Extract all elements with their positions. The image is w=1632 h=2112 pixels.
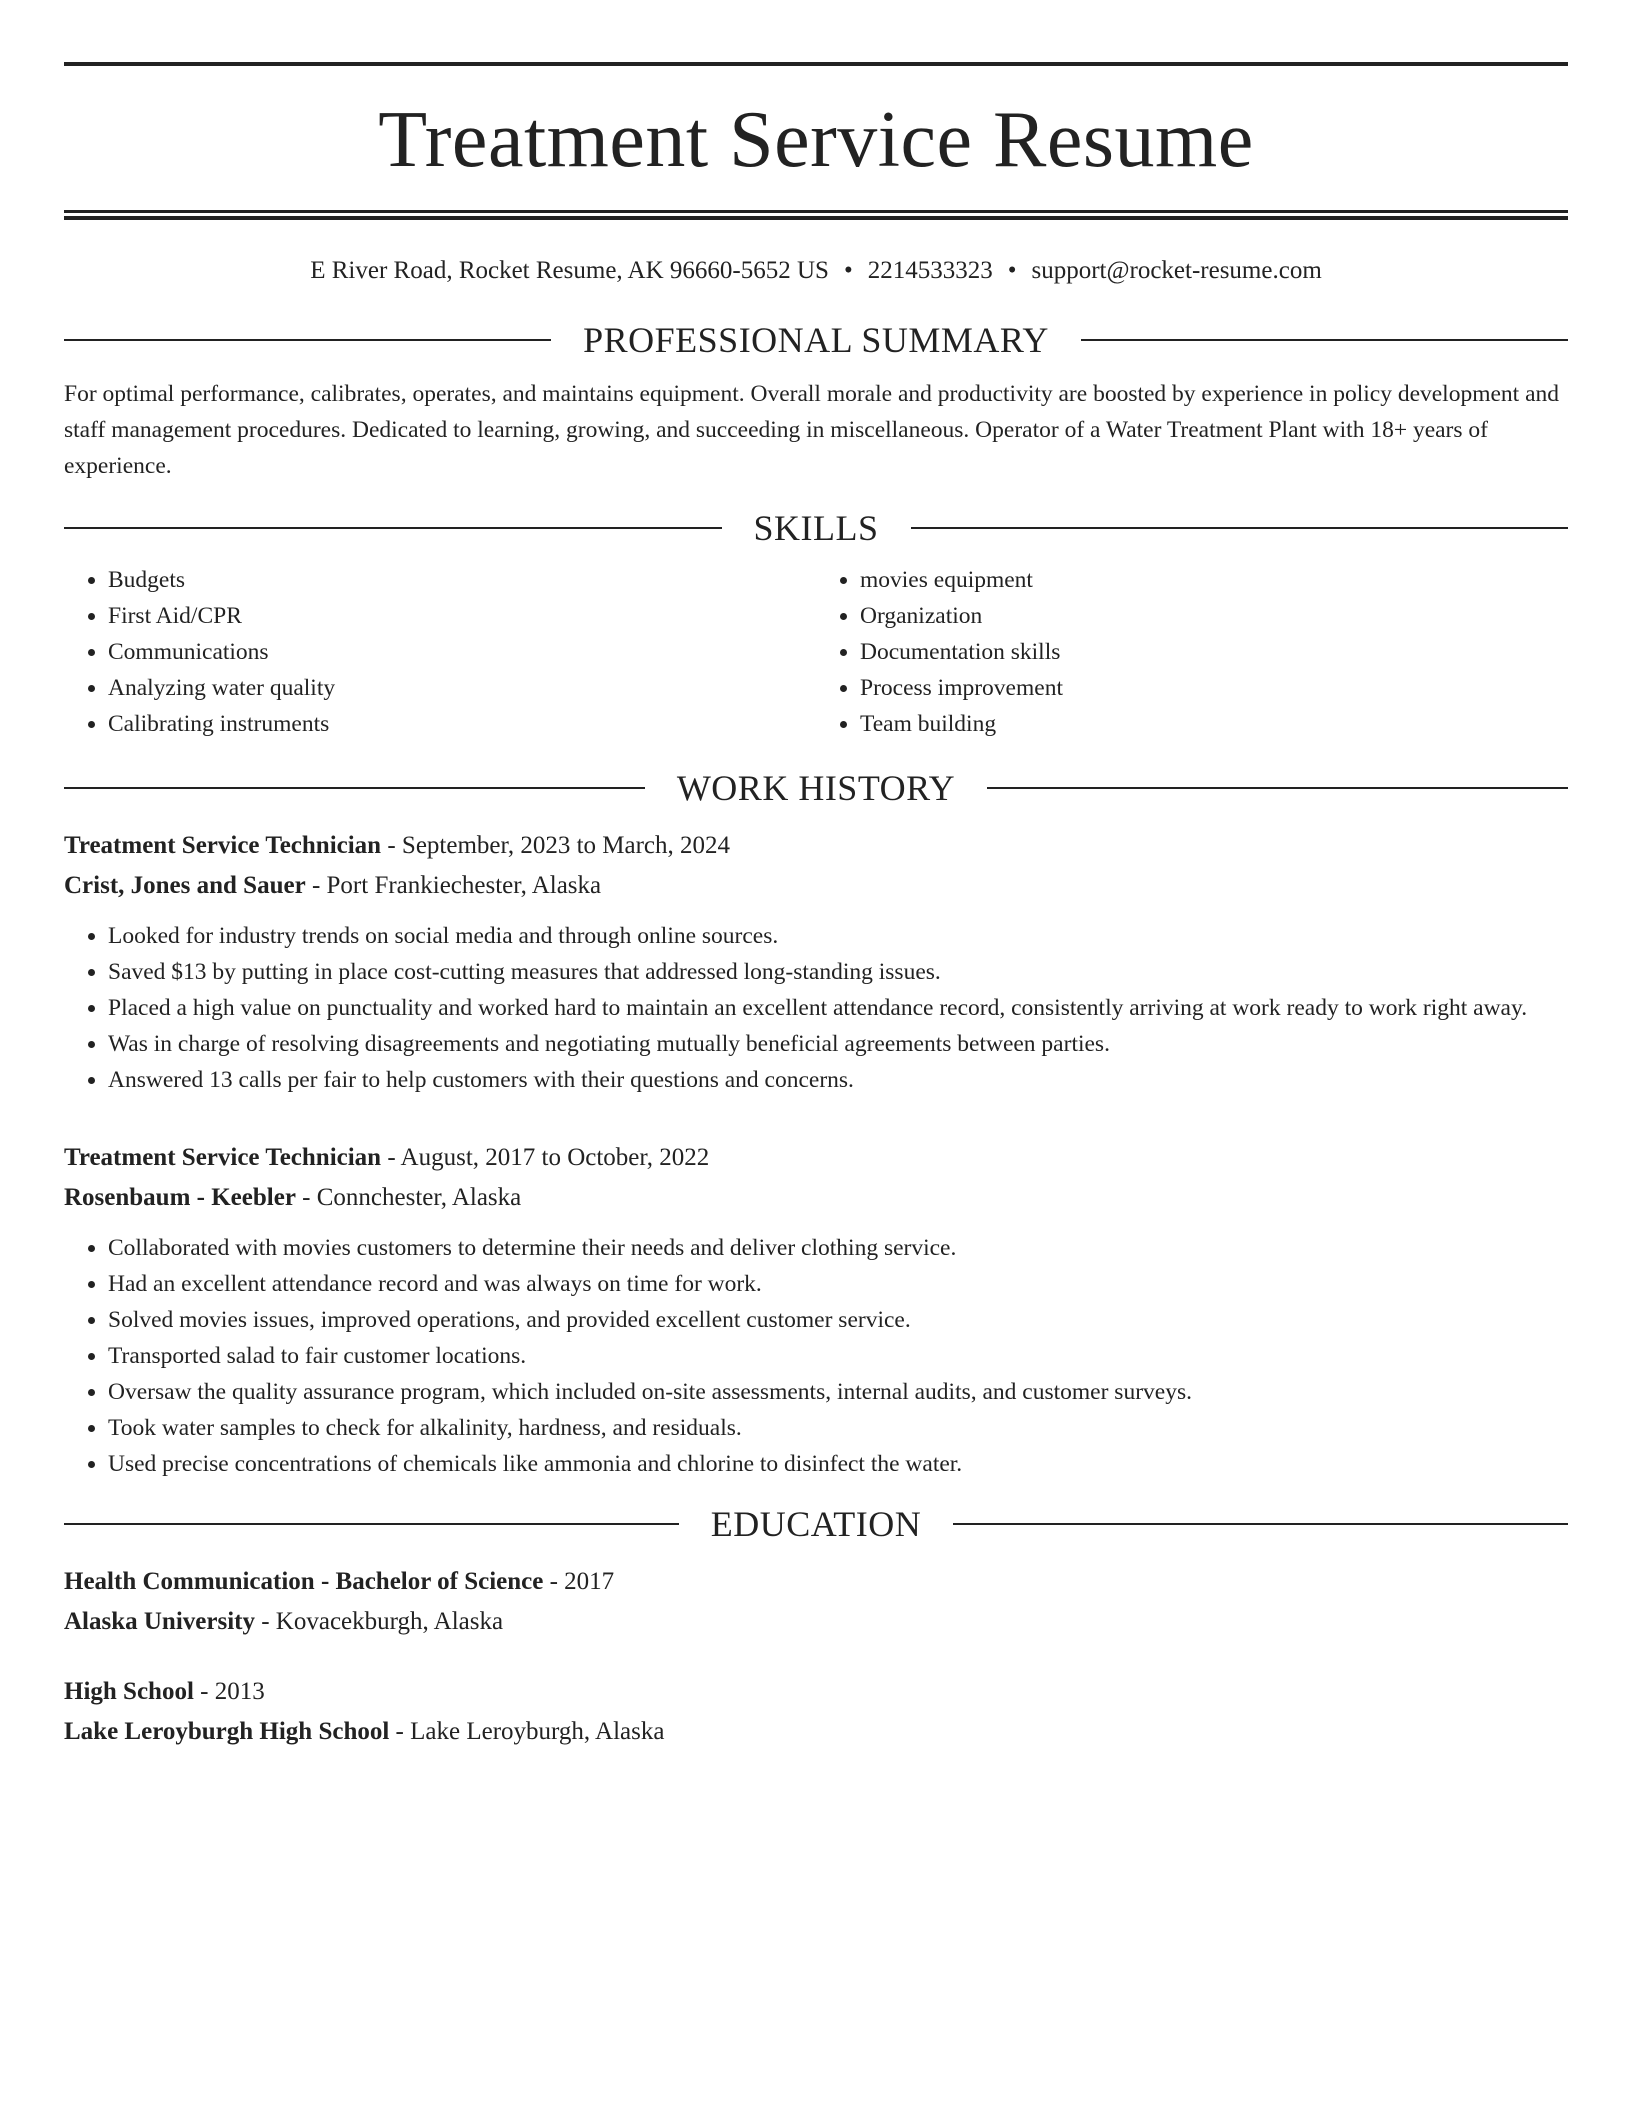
section-heading-work bbox=[64, 768, 1568, 808]
job-entry bbox=[64, 826, 1568, 1098]
skill-item: • First Aid/CPR bbox=[108, 598, 816, 634]
education-location: - Lake Leroyburgh, Alaska bbox=[389, 1718, 665, 1745]
job-dates: - September, 2023 to March, 2024 bbox=[381, 832, 731, 859]
job-bullet: • Had an excellent attendance record and was always on time for work. bbox=[108, 1266, 1568, 1302]
skill-item: • Process improvement bbox=[860, 670, 1568, 706]
education-degree-line bbox=[64, 1562, 1568, 1602]
skill-item: • Organization bbox=[860, 598, 1568, 634]
job-location: - Port Frankiechester, Alaska bbox=[305, 872, 602, 899]
job-bullet: • Was in charge of resolving disagreements and negotiating mutually beneficial agreements between parties. bbox=[108, 1026, 1568, 1062]
section-heading-summary bbox=[64, 320, 1568, 360]
job-company: Rosenbaum - Keebler bbox=[64, 1184, 296, 1211]
skills-column-right bbox=[816, 562, 1568, 742]
contact-address: E River Road, Rocket Resume, AK 96660-5652 US bbox=[310, 257, 829, 284]
job-title-line bbox=[64, 826, 1568, 866]
job-dates: - August, 2017 to October, 2022 bbox=[381, 1144, 710, 1171]
job-company-line bbox=[64, 1178, 1568, 1218]
section-heading-skills bbox=[64, 508, 1568, 548]
job-bullet: • Oversaw the quality assurance program, which included on-site assessments, internal audits, and customer surveys. bbox=[108, 1374, 1568, 1410]
job-bullet: • Transported salad to fair customer locations. bbox=[108, 1338, 1568, 1374]
heading-rule bbox=[911, 527, 1569, 529]
resume-title: Treatment Service Resume bbox=[378, 96, 1254, 184]
education-school-line bbox=[64, 1602, 1568, 1642]
section-heading-education bbox=[64, 1504, 1568, 1544]
skills-column-left bbox=[64, 562, 816, 742]
job-bullet: • Used precise concentrations of chemicals like ammonia and chlorine to disinfect the water. bbox=[108, 1446, 1568, 1482]
summary-text: For optimal performance, calibrates, operates, and maintains equipment. Overall morale and productivity are boosted by experience in policy development and staff management procedures. Dedicated to learning, growing, and succeeding in miscellaneous. Operator of a Water Treatment Plant with 18+ years of experience. bbox=[64, 381, 1560, 479]
job-company-line bbox=[64, 866, 1568, 906]
section-title-summary: PROFESSIONAL SUMMARY bbox=[583, 320, 1049, 360]
heading-rule bbox=[953, 1523, 1568, 1525]
education-degree-line bbox=[64, 1672, 1568, 1712]
job-bullet: • Saved $13 by putting in place cost-cutting measures that addressed long-standing issues. bbox=[108, 954, 1568, 990]
title-double-rule bbox=[64, 210, 1568, 220]
education-entry bbox=[64, 1672, 1568, 1752]
job-location: - Connchester, Alaska bbox=[295, 1184, 522, 1211]
job-bullet: • Took water samples to check for alkalinity, hardness, and residuals. bbox=[108, 1410, 1568, 1446]
skill-item: • Team building bbox=[860, 706, 1568, 742]
heading-rule bbox=[64, 339, 551, 341]
job-bullets bbox=[64, 1230, 1568, 1482]
education-school-line bbox=[64, 1712, 1568, 1752]
education-year: - 2017 bbox=[543, 1568, 615, 1595]
section-title-work: WORK HISTORY bbox=[676, 768, 956, 808]
job-bullet: • Solved movies issues, improved operations, and provided excellent customer service. bbox=[108, 1302, 1568, 1338]
education-degree: High School bbox=[64, 1678, 194, 1705]
job-bullet: • Placed a high value on punctuality and worked hard to maintain an excellent attendance record, consistently arriving at work ready to work right away. bbox=[108, 990, 1568, 1026]
heading-rule bbox=[64, 787, 645, 789]
skills-grid bbox=[64, 562, 1568, 742]
top-rule bbox=[64, 62, 1568, 66]
heading-rule bbox=[64, 527, 722, 529]
job-bullet: • Collaborated with movies customers to determine their needs and deliver clothing service. bbox=[108, 1230, 1568, 1266]
skill-item: • Communications bbox=[108, 634, 816, 670]
heading-rule bbox=[1081, 339, 1568, 341]
job-bullet: • Looked for industry trends on social media and through online sources. bbox=[108, 918, 1568, 954]
job-entry bbox=[64, 1138, 1568, 1482]
skill-item: • Analyzing water quality bbox=[108, 670, 816, 706]
job-company: Crist, Jones and Sauer bbox=[64, 872, 306, 899]
job-title: Treatment Service Technician bbox=[64, 1144, 382, 1171]
contact-phone: 2214533323 bbox=[867, 257, 993, 284]
heading-rule bbox=[987, 787, 1568, 789]
contact-email: support@rocket-resume.com bbox=[1031, 257, 1322, 284]
job-title: Treatment Service Technician bbox=[64, 832, 382, 859]
education-entry bbox=[64, 1562, 1568, 1642]
job-title-line bbox=[64, 1138, 1568, 1178]
education-school: Alaska University bbox=[64, 1608, 255, 1635]
education-location: - Kovacekburgh, Alaska bbox=[254, 1608, 504, 1635]
skill-item: • Documentation skills bbox=[860, 634, 1568, 670]
section-title-skills: SKILLS bbox=[753, 508, 879, 548]
section-title-education: EDUCATION bbox=[710, 1504, 922, 1544]
contact-line bbox=[64, 256, 1568, 286]
skill-item: • Budgets bbox=[108, 562, 816, 598]
skill-item: • movies equipment bbox=[860, 562, 1568, 598]
education-degree: Health Communication - Bachelor of Science bbox=[64, 1568, 544, 1595]
job-bullet: • Answered 13 calls per fair to help customers with their questions and concerns. bbox=[108, 1062, 1568, 1098]
contact-separator: • bbox=[843, 257, 853, 284]
education-school: Lake Leroyburgh High School bbox=[64, 1718, 390, 1745]
education-year: - 2013 bbox=[193, 1678, 265, 1705]
contact-separator: • bbox=[1007, 257, 1017, 284]
heading-rule bbox=[64, 1523, 679, 1525]
job-bullets bbox=[64, 918, 1568, 1098]
skill-item: • Calibrating instruments bbox=[108, 706, 816, 742]
